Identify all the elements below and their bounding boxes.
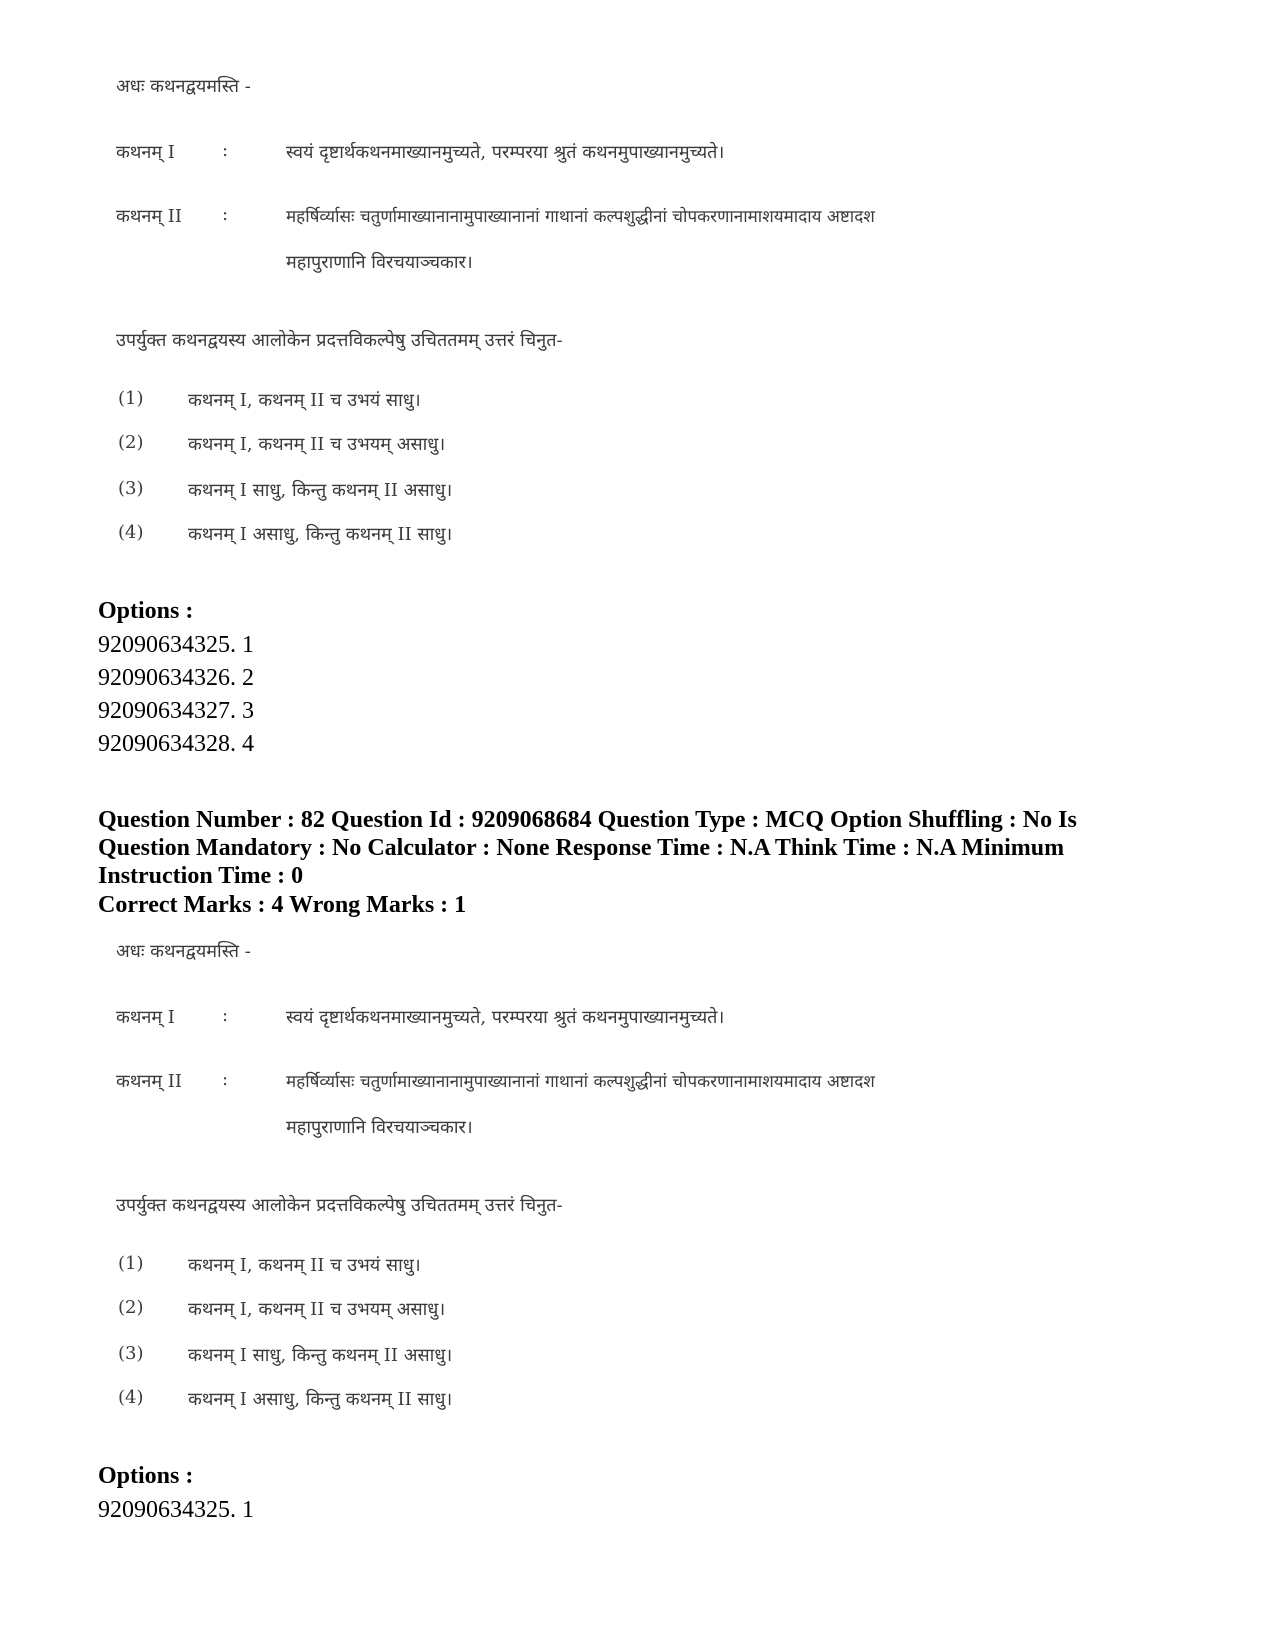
choice-3-text: कथनम् I साधु, किन्तु कथनम् II असाधु।: [188, 1345, 453, 1366]
statement-1-text: स्वयं दृष्टार्थकथनमाख्यानमुच्यते, परम्परया श्रुतं कथनमुपाख्यानमुच्यते।: [286, 1007, 725, 1028]
statement-1-colon: :: [222, 1005, 229, 1026]
question-meta: [98, 806, 1178, 890]
statement-2-text-continued: महापुराणानि विरचयाञ्चकार।: [286, 1117, 473, 1138]
statement-2-label: कथनम् II: [116, 1071, 183, 1092]
option-item: 92090634326. 2: [98, 665, 254, 691]
question-prompt: उपर्युक्त कथनद्वयस्य आलोकेन प्रदत्तविकल्पेषु उचिततमम् उत्तरं चिनुत-: [116, 1195, 563, 1216]
choice-3-number: (3): [118, 1343, 144, 1364]
option-item: 92090634327. 3: [98, 698, 254, 724]
choice-1-text: कथनम् I, कथनम् II च उभयं साधु।: [188, 1255, 421, 1276]
choice-4-number: (4): [118, 1387, 144, 1408]
option-item: 92090634325. 1: [98, 1497, 254, 1523]
statement-1-colon: :: [222, 140, 229, 161]
choice-2-number: (2): [118, 1297, 144, 1318]
statement-2-text-continued: महापुराणानि विरचयाञ्चकार।: [286, 252, 473, 273]
choice-3-number: (3): [118, 478, 144, 499]
options-heading: Options :: [98, 598, 194, 624]
question-prompt: उपर्युक्त कथनद्वयस्य आलोकेन प्रदत्तविकल्पेषु उचिततमम् उत्तरं चिनुत-: [116, 330, 563, 351]
choice-4-text: कथनम् I असाधु, किन्तु कथनम् II साधु।: [188, 524, 453, 545]
choice-1-text: कथनम् I, कथनम् II च उभयं साधु।: [188, 390, 421, 411]
statement-2-colon: :: [222, 1069, 229, 1090]
statement-2-colon: :: [222, 204, 229, 225]
choice-2-text: कथनम् I, कथनम् II च उभयम् असाधु।: [188, 434, 446, 455]
option-item: 92090634328. 4: [98, 731, 254, 757]
choice-1-number: (1): [118, 388, 144, 409]
question-meta-line-3: Instruction Time : 0: [98, 863, 304, 889]
statement-2-text: महर्षिर्व्यासः चतुर्णामाख्यानानामुपाख्यानानां गाथानां कल्पशुद्धीनां चोपकरणानामाशयमादाय अष्टादश: [286, 207, 875, 227]
question-meta-line-1: Question Number : 82 Question Id : 9209068684 Question Type : MCQ Option Shuffling : No Is: [98, 807, 1077, 833]
question-marks: Correct Marks : 4 Wrong Marks : 1: [98, 892, 467, 918]
statement-1-text: स्वयं दृष्टार्थकथनमाख्यानमुच्यते, परम्परया श्रुतं कथनमुपाख्यानमुच्यते।: [286, 142, 725, 163]
choice-4-text: कथनम् I असाधु, किन्तु कथनम् II साधु।: [188, 1389, 453, 1410]
statement-1-label: कथनम् I: [116, 1007, 175, 1028]
options-heading: Options :: [98, 1463, 194, 1489]
question-meta-line-2: Question Mandatory : No Calculator : None Response Time : N.A Think Time : N.A Minimum: [98, 835, 1065, 861]
choice-3-text: कथनम् I साधु, किन्तु कथनम् II असाधु।: [188, 480, 453, 501]
question-image-block-1: [116, 70, 1016, 560]
choice-1-number: (1): [118, 1253, 144, 1274]
statement-1-label: कथनम् I: [116, 142, 175, 163]
choice-4-number: (4): [118, 522, 144, 543]
choice-2-text: कथनम् I, कथनम् II च उभयम् असाधु।: [188, 1299, 446, 1320]
choice-2-number: (2): [118, 432, 144, 453]
statement-2-text: महर्षिर्व्यासः चतुर्णामाख्यानानामुपाख्यानानां गाथानां कल्पशुद्धीनां चोपकरणानामाशयमादाय अष्टादश: [286, 1072, 875, 1092]
intro-text: अधः कथनद्वयमस्ति -: [116, 941, 251, 962]
option-item: 92090634325. 1: [98, 632, 254, 658]
question-image-block-2: [116, 935, 1016, 1425]
statement-2-label: कथनम् II: [116, 206, 183, 227]
intro-text: अधः कथनद्वयमस्ति -: [116, 76, 251, 97]
